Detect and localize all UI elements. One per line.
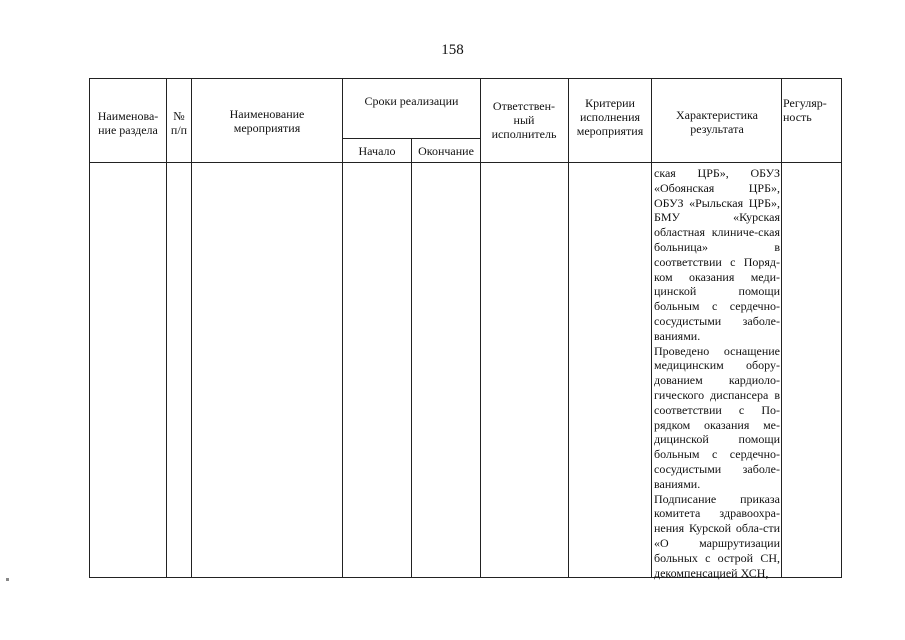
header-event-name: Наименование мероприятия [229, 107, 305, 135]
header-result: Характеристика результата [676, 108, 758, 136]
result-paragraph: Проведено оснащение медицинским обору-дованием кардиоло-гического диспансера в соответствии с По-рядком оказания ме-дицинской помощи больным с сердечно-сосудистыми заболе-ваниями. [654, 343, 780, 491]
result-paragraph: Подписание приказа комитета здравоохра-нения Курской обла-сти «О маршрутизации больных с острой СН, декомпенсацией ХСН, [654, 491, 780, 580]
header-period: Сроки реализации [364, 94, 459, 108]
header-period-start: Начало [358, 144, 396, 158]
header-section-name: Наименова-ние раздела [97, 109, 159, 137]
header-responsible: Ответствен-ный исполнитель [491, 99, 557, 141]
header-regularity: Регуляр-ность [783, 96, 827, 124]
page-number: 158 [441, 42, 464, 58]
header-number: № п/п [170, 109, 188, 137]
header-period-end: Окончание [418, 144, 474, 158]
scan-mark [6, 578, 9, 581]
header-criteria: Критерии исполнения мероприятия [576, 96, 644, 138]
result-cell [654, 166, 780, 580]
result-paragraph: ская ЦРБ», ОБУЗ «Обоянская ЦРБ», ОБУЗ «Рыльская ЦРБ», БМУ «Курская областная клиниче-ская больница» в соответствии с Поряд-ком оказания меди-цинской помощи больным с сердечно-сосудистыми заболе-ваниями. [654, 166, 780, 343]
